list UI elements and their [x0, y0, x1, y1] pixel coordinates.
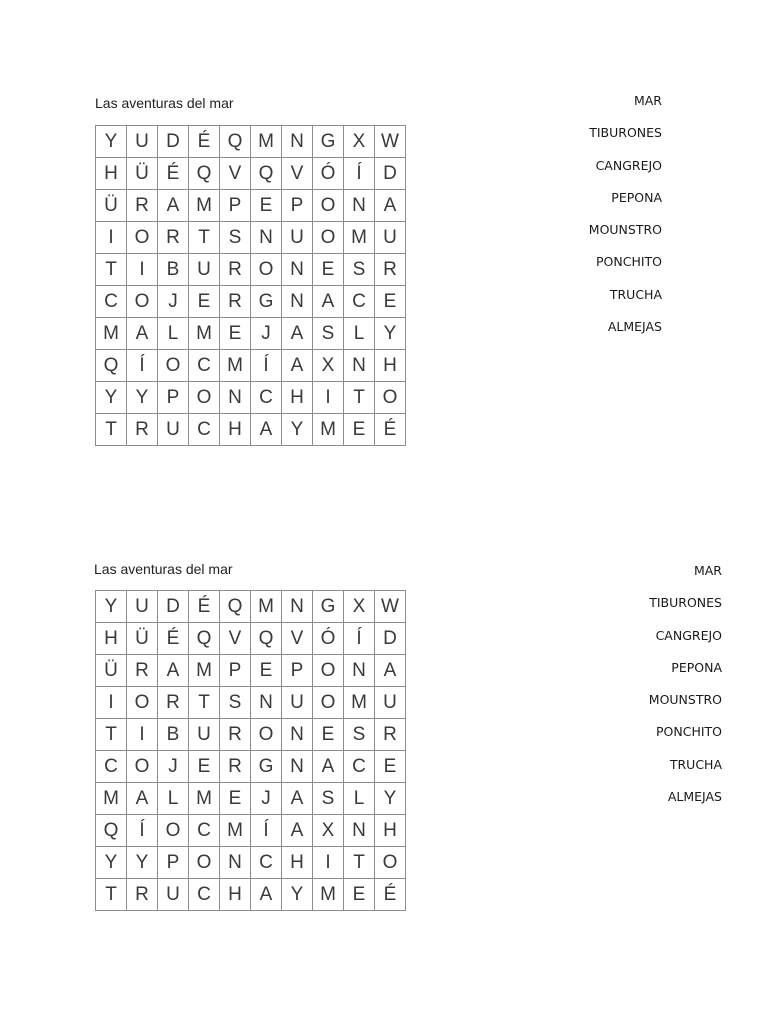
grid-cell: I [127, 254, 158, 286]
grid-cell: O [313, 655, 344, 687]
grid-cell: W [375, 591, 406, 623]
grid-cell: S [220, 222, 251, 254]
grid-cell: X [344, 126, 375, 158]
grid-cell: É [375, 414, 406, 446]
grid-cell: U [158, 414, 189, 446]
grid-cell: L [344, 318, 375, 350]
grid-cell: Q [189, 158, 220, 190]
grid-cell: L [158, 318, 189, 350]
grid-cell: P [158, 382, 189, 414]
grid-cell: M [189, 318, 220, 350]
word-list-item: MAR [693, 563, 722, 578]
grid-cell: M [251, 591, 282, 623]
grid-cell: B [158, 719, 189, 751]
word-list-item: TIBURONES [649, 595, 722, 611]
grid-cell: O [251, 719, 282, 751]
grid-cell: U [127, 126, 158, 158]
grid-cell: A [375, 655, 406, 687]
grid-cell: N [282, 126, 313, 158]
grid-cell: T [344, 382, 375, 414]
grid-cell: U [282, 222, 313, 254]
grid-cell: É [375, 879, 406, 911]
grid-cell: A [127, 783, 158, 815]
grid-cell: A [282, 318, 313, 350]
grid-cell: J [251, 783, 282, 815]
grid-cell: U [282, 687, 313, 719]
grid-cell: E [375, 751, 406, 783]
grid-cell: O [127, 687, 158, 719]
grid-cell: T [189, 222, 220, 254]
grid-cell: Q [96, 815, 127, 847]
grid-cell: Y [96, 382, 127, 414]
word-list-item: ALMEJAS [607, 319, 662, 335]
grid-cell: Y [96, 126, 127, 158]
grid-cell: N [282, 286, 313, 318]
grid-cell: Y [96, 847, 127, 879]
grid-cell: N [220, 847, 251, 879]
grid-cell: U [189, 719, 220, 751]
grid-cell: A [282, 783, 313, 815]
grid-cell: A [251, 414, 282, 446]
grid-cell: O [189, 382, 220, 414]
grid-cell: Y [96, 591, 127, 623]
grid-cell: W [375, 126, 406, 158]
grid-cell: C [344, 751, 375, 783]
puzzle-2-word-list [649, 562, 722, 820]
grid-cell: M [313, 879, 344, 911]
grid-cell: U [158, 879, 189, 911]
grid-cell: C [189, 815, 220, 847]
grid-cell: C [189, 414, 220, 446]
grid-cell: P [282, 655, 313, 687]
word-list-item: ALMEJAS [667, 789, 722, 805]
grid-cell: E [344, 879, 375, 911]
grid-cell: M [189, 190, 220, 222]
grid-cell: Í [127, 350, 158, 382]
grid-cell: L [344, 783, 375, 815]
grid-cell: É [189, 591, 220, 623]
grid-cell: Y [375, 318, 406, 350]
grid-cell: Í [127, 815, 158, 847]
puzzle-1-title: Las aventuras del mar [95, 95, 234, 111]
grid-cell: Y [127, 847, 158, 879]
grid-cell: N [282, 751, 313, 783]
grid-cell: Ü [127, 158, 158, 190]
grid-cell: S [313, 783, 344, 815]
grid-cell: N [344, 815, 375, 847]
grid-cell: Í [251, 350, 282, 382]
grid-cell: M [189, 655, 220, 687]
word-list-item: PONCHITO [595, 254, 662, 270]
word-list-item: MOUNSTRO [648, 692, 722, 708]
grid-cell: R [220, 286, 251, 318]
grid-cell: G [313, 591, 344, 623]
grid-cell: U [189, 254, 220, 286]
grid-cell: E [220, 783, 251, 815]
word-list-item: TRUCHA [609, 286, 662, 302]
grid-cell: Ü [96, 655, 127, 687]
grid-cell: R [127, 879, 158, 911]
grid-cell: U [127, 591, 158, 623]
grid-cell: N [251, 687, 282, 719]
grid-cell: M [220, 350, 251, 382]
grid-cell: E [313, 719, 344, 751]
grid-cell: O [251, 254, 282, 286]
grid-cell: A [375, 190, 406, 222]
grid-cell: R [375, 719, 406, 751]
grid-cell: M [96, 783, 127, 815]
grid-cell: Y [282, 879, 313, 911]
grid-cell: D [375, 158, 406, 190]
grid-cell: S [344, 719, 375, 751]
grid-cell: Q [251, 623, 282, 655]
grid-cell: I [127, 719, 158, 751]
grid-cell: O [127, 751, 158, 783]
grid-cell: H [220, 879, 251, 911]
word-list-item: CANGREJO [595, 157, 662, 173]
grid-cell: M [251, 126, 282, 158]
grid-cell: C [189, 879, 220, 911]
grid-cell: S [220, 687, 251, 719]
grid-cell: E [375, 286, 406, 318]
grid-cell: I [313, 847, 344, 879]
word-list-item: TIBURONES [589, 125, 662, 141]
grid-cell: P [220, 190, 251, 222]
grid-cell: O [189, 847, 220, 879]
grid-cell: R [127, 655, 158, 687]
grid-cell: N [251, 222, 282, 254]
grid-cell: G [251, 286, 282, 318]
grid-cell: G [313, 126, 344, 158]
word-list-item: MOUNSTRO [588, 222, 662, 238]
grid-cell: V [220, 623, 251, 655]
word-list-item: PONCHITO [655, 724, 722, 740]
grid-cell: Ó [313, 158, 344, 190]
grid-cell: O [127, 286, 158, 318]
grid-cell: N [220, 382, 251, 414]
grid-cell: O [158, 815, 189, 847]
grid-cell: L [158, 783, 189, 815]
grid-cell: V [282, 623, 313, 655]
grid-cell: P [282, 190, 313, 222]
grid-cell: C [96, 751, 127, 783]
grid-cell: M [313, 414, 344, 446]
grid-cell: I [313, 382, 344, 414]
grid-cell: M [344, 222, 375, 254]
word-list-item: CANGREJO [655, 627, 722, 643]
grid-cell: N [344, 655, 375, 687]
grid-cell: Í [344, 158, 375, 190]
grid-cell: A [251, 879, 282, 911]
grid-cell: M [96, 318, 127, 350]
grid-cell: A [127, 318, 158, 350]
grid-cell: J [158, 751, 189, 783]
word-list-item: MAR [633, 93, 662, 108]
grid-cell: X [313, 350, 344, 382]
grid-cell: E [344, 414, 375, 446]
grid-cell: N [282, 254, 313, 286]
grid-cell: Ü [127, 623, 158, 655]
grid-cell: Í [344, 623, 375, 655]
grid-cell: E [313, 254, 344, 286]
grid-cell: A [282, 815, 313, 847]
grid-cell: O [127, 222, 158, 254]
grid-cell: T [96, 879, 127, 911]
grid-cell: A [158, 190, 189, 222]
puzzle-1-word-list [589, 92, 662, 350]
grid-cell: N [344, 190, 375, 222]
grid-cell: É [158, 623, 189, 655]
grid-cell: R [158, 687, 189, 719]
grid-cell: D [158, 591, 189, 623]
grid-cell: R [220, 254, 251, 286]
grid-cell: A [282, 350, 313, 382]
grid-cell: É [158, 158, 189, 190]
grid-cell: Q [189, 623, 220, 655]
grid-cell: V [220, 158, 251, 190]
grid-cell: C [251, 382, 282, 414]
grid-cell: E [189, 751, 220, 783]
grid-cell: O [313, 222, 344, 254]
grid-cell: É [189, 126, 220, 158]
grid-cell: I [96, 222, 127, 254]
grid-cell: T [96, 254, 127, 286]
grid-cell: H [96, 623, 127, 655]
grid-cell: D [158, 126, 189, 158]
grid-cell: Q [220, 591, 251, 623]
grid-cell: C [96, 286, 127, 318]
grid-cell: R [220, 719, 251, 751]
grid-cell: Q [96, 350, 127, 382]
grid-cell: R [127, 414, 158, 446]
grid-cell: M [344, 687, 375, 719]
puzzle-1-letter-grid [95, 125, 406, 446]
grid-cell: C [189, 350, 220, 382]
grid-cell: E [251, 655, 282, 687]
grid-cell: P [158, 847, 189, 879]
grid-cell: M [189, 783, 220, 815]
grid-cell: R [158, 222, 189, 254]
grid-cell: H [375, 350, 406, 382]
grid-cell: R [127, 190, 158, 222]
grid-cell: J [251, 318, 282, 350]
puzzle-2-letter-grid [95, 590, 406, 911]
grid-cell: R [375, 254, 406, 286]
grid-cell: U [375, 687, 406, 719]
grid-cell: C [251, 847, 282, 879]
grid-cell: D [375, 623, 406, 655]
grid-cell: I [96, 687, 127, 719]
grid-cell: M [220, 815, 251, 847]
grid-cell: R [220, 751, 251, 783]
grid-cell: S [313, 318, 344, 350]
grid-cell: T [344, 847, 375, 879]
grid-cell: N [282, 719, 313, 751]
grid-cell: Q [220, 126, 251, 158]
grid-cell: H [96, 158, 127, 190]
grid-cell: S [344, 254, 375, 286]
grid-cell: O [375, 847, 406, 879]
grid-cell: H [375, 815, 406, 847]
grid-cell: O [313, 190, 344, 222]
grid-cell: G [251, 751, 282, 783]
grid-cell: N [282, 591, 313, 623]
grid-cell: Q [251, 158, 282, 190]
grid-cell: B [158, 254, 189, 286]
grid-cell: Y [375, 783, 406, 815]
grid-cell: A [313, 286, 344, 318]
grid-cell: C [344, 286, 375, 318]
grid-cell: O [158, 350, 189, 382]
grid-cell: Y [127, 382, 158, 414]
grid-cell: J [158, 286, 189, 318]
word-list-item: PEPONA [671, 659, 722, 675]
grid-cell: P [220, 655, 251, 687]
grid-cell: U [375, 222, 406, 254]
word-list-item: PEPONA [611, 189, 662, 205]
grid-cell: H [282, 382, 313, 414]
grid-cell: O [313, 687, 344, 719]
grid-cell: Í [251, 815, 282, 847]
grid-cell: O [375, 382, 406, 414]
grid-cell: V [282, 158, 313, 190]
grid-cell: T [189, 687, 220, 719]
grid-cell: E [220, 318, 251, 350]
grid-cell: A [158, 655, 189, 687]
grid-cell: A [313, 751, 344, 783]
grid-cell: E [189, 286, 220, 318]
grid-cell: X [313, 815, 344, 847]
grid-cell: H [282, 847, 313, 879]
grid-cell: Y [282, 414, 313, 446]
grid-cell: T [96, 719, 127, 751]
grid-cell: H [220, 414, 251, 446]
grid-cell: Ü [96, 190, 127, 222]
grid-cell: T [96, 414, 127, 446]
grid-cell: X [344, 591, 375, 623]
word-list-item: TRUCHA [669, 756, 722, 772]
grid-cell: E [251, 190, 282, 222]
puzzle-2-title: Las aventuras del mar [94, 561, 233, 577]
grid-cell: N [344, 350, 375, 382]
grid-cell: Ó [313, 623, 344, 655]
